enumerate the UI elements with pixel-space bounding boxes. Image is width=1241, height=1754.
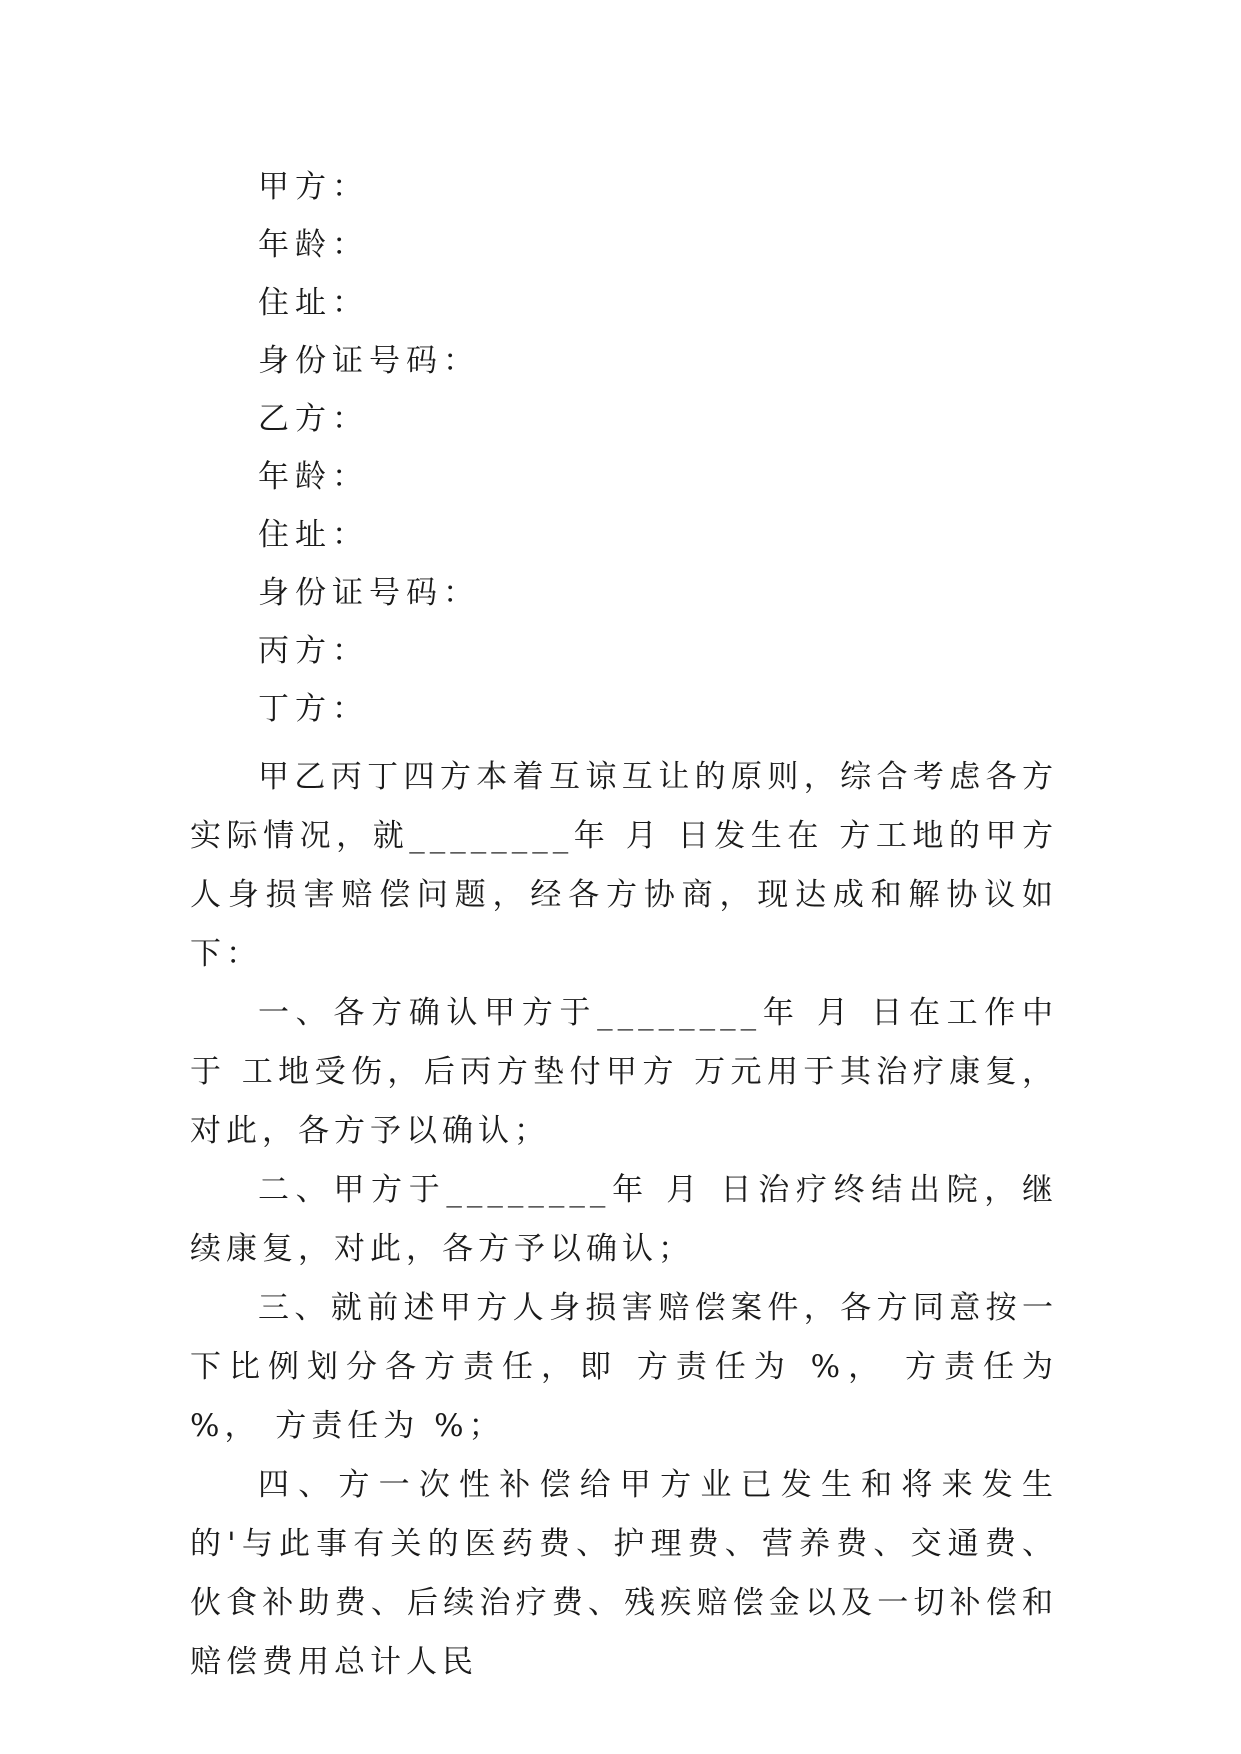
party-b-address-label: 住址： [258, 517, 369, 553]
clause-4: 四、方一次性补偿给甲方业已发生和将来发生的'与此事有关的医药费、护理费、营养费、交通费、伙食补助费、后续治疗费、残疾赔偿金以及一切补偿和赔偿费用总计人民 [190, 1467, 1058, 1680]
party-a-address-label: 住址： [258, 285, 369, 321]
clause-3: 三、就前述甲方人身损害赔偿案件，各方同意按一下比例划分各方责任，即 方责任为 %， 方责任为 %， 方责任为 %； [190, 1290, 1058, 1444]
party-a-label: 甲方： [258, 169, 369, 205]
party-info-fields [258, 158, 480, 738]
party-d-label: 丁方： [258, 691, 369, 727]
clause-1: 一、各方确认甲方于________年 月 日在工作中于 工地受伤，后丙方垫付甲方 万元用于其治疗康复，对此，各方予以确认； [190, 995, 1058, 1149]
party-a-age-label: 年龄： [258, 227, 369, 263]
party-a-id-label: 身份证号码： [258, 343, 480, 379]
party-c-label: 丙方： [258, 633, 369, 669]
agreement-body [190, 748, 1058, 1692]
party-b-age-label: 年龄： [258, 459, 369, 495]
party-b-label: 乙方： [258, 401, 369, 437]
clause-2: 二、甲方于________年 月 日治疗终结出院，继续康复，对此，各方予以确认； [190, 1172, 1058, 1267]
intro-paragraph: 甲乙丙丁四方本着互谅互让的原则，综合考虑各方实际情况，就________年 月 日发生在 方工地的甲方人身损害赔偿问题，经各方协商，现达成和解协议如下： [190, 759, 1058, 972]
party-b-id-label: 身份证号码： [258, 575, 480, 611]
